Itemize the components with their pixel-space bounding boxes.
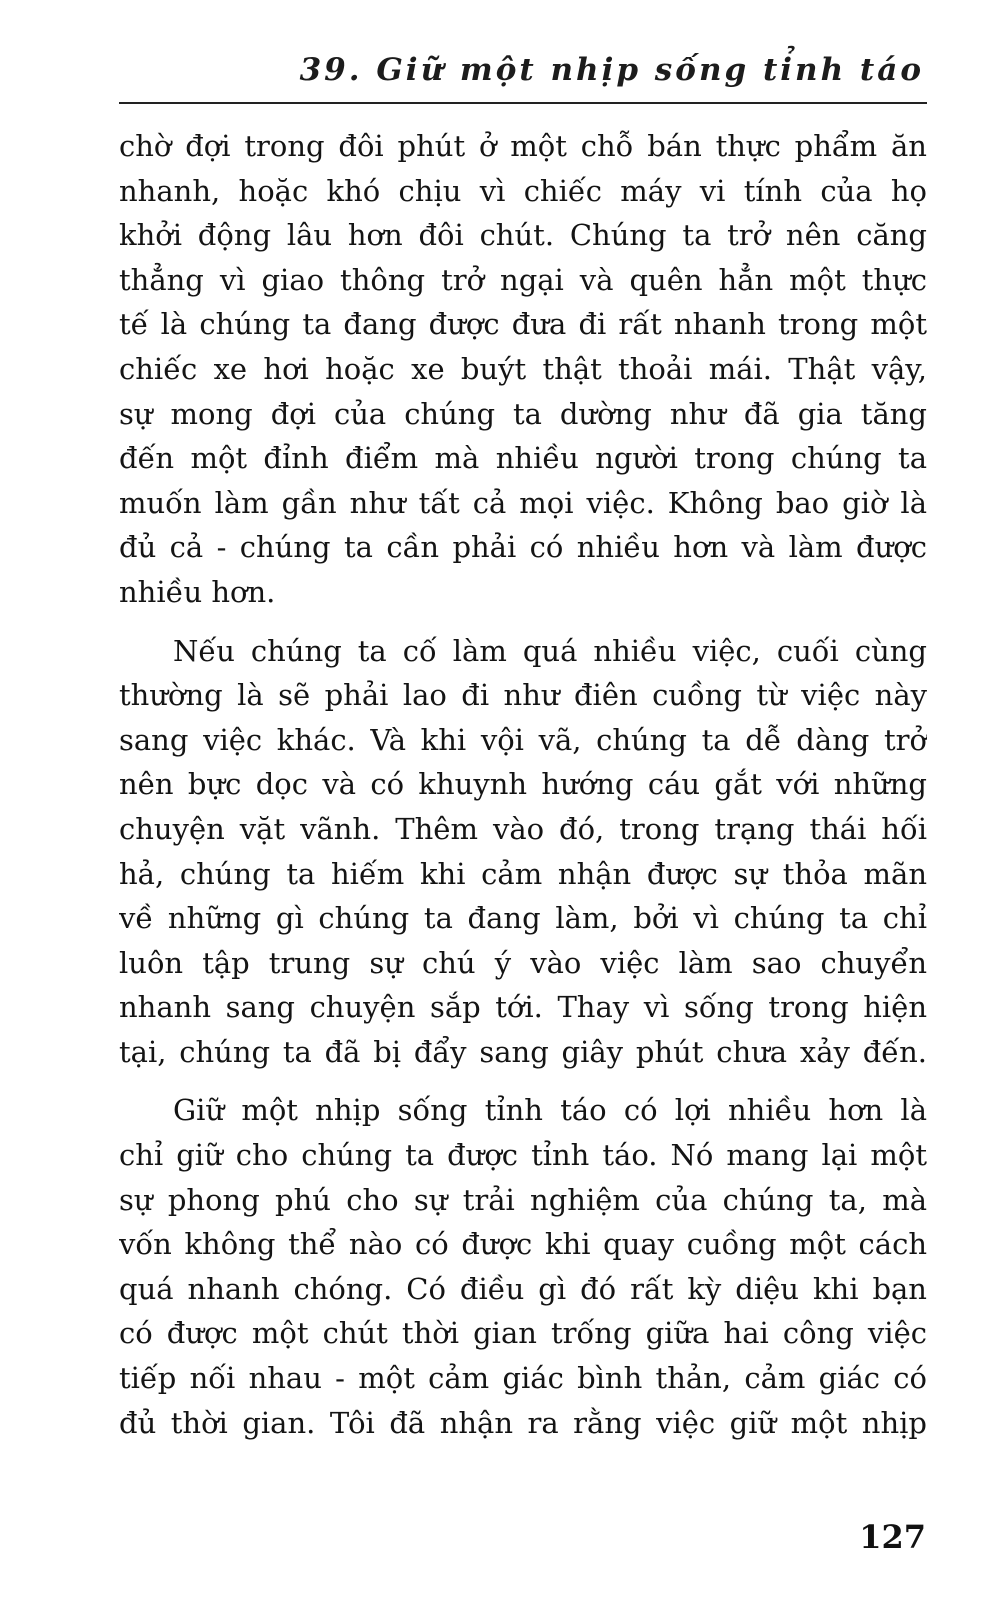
text-line: tại, chúng ta đã bị đẩy sang giây phút chưa xảy đến. bbox=[119, 1034, 927, 1069]
text-line: Nếu chúng ta cố làm quá nhiều việc, cuối cùng bbox=[173, 633, 927, 668]
paragraph-2 bbox=[119, 629, 927, 1075]
text-line: nhiều hơn. bbox=[119, 574, 276, 609]
text-line: chờ đợi trong đôi phút ở một chỗ bán thực phẩm ăn bbox=[119, 129, 927, 163]
header-rule bbox=[119, 102, 927, 104]
text-line: hả, chúng ta hiếm khi cảm nhận được sự thỏa mãn bbox=[119, 856, 927, 891]
text-line: nên bực dọc và có khuynh hướng cáu gắt với những bbox=[119, 767, 927, 802]
text-line: sự mong đợi của chúng ta dường như đã gia tăng bbox=[119, 396, 927, 431]
text-line: khởi động lâu hơn đôi chút. Chúng ta trở nên căng bbox=[119, 218, 927, 253]
text-line: quá nhanh chóng. Có điều gì đó rất kỳ diệu khi bạn bbox=[119, 1271, 927, 1306]
text-line: Giữ một nhịp sống tỉnh táo có lợi nhiều hơn là bbox=[173, 1093, 927, 1128]
text-line: sự phong phú cho sự trải nghiệm của chúng ta, mà bbox=[119, 1182, 927, 1217]
paragraph-3 bbox=[119, 1088, 927, 1445]
text-line: luôn tập trung sự chú ý vào việc làm sao chuyển bbox=[119, 945, 927, 980]
text-line: đủ thời gian. Tôi đã nhận ra rằng việc giữ một nhịp bbox=[119, 1405, 927, 1440]
paragraph-1 bbox=[119, 124, 927, 615]
text-line: tiếp nối nhau - một cảm giác bình thản, cảm giác có bbox=[119, 1361, 927, 1396]
text-line: tế là chúng ta đang được đưa đi rất nhanh trong một bbox=[119, 307, 927, 342]
text-line: đủ cả - chúng ta cần phải có nhiều hơn và làm được bbox=[119, 530, 927, 565]
text-line: có được một chút thời gian trống giữa hai công việc bbox=[119, 1316, 927, 1351]
text-line: thường là sẽ phải lao đi như điên cuồng từ việc này bbox=[119, 678, 927, 713]
text-line: nhanh sang chuyện sắp tới. Thay vì sống trong hiện bbox=[119, 990, 927, 1025]
text-line: nhanh, hoặc khó chịu vì chiếc máy vi tính của họ bbox=[119, 173, 927, 208]
text-line: chiếc xe hơi hoặc xe buýt thật thoải mái. Thật vậy, bbox=[119, 351, 927, 386]
text-line: chuyện vặt vãnh. Thêm vào đó, trong trạng thái hối bbox=[119, 811, 927, 846]
text-line: sang việc khác. Và khi vội vã, chúng ta dễ dàng trở bbox=[119, 722, 927, 757]
text-line: vốn không thể nào có được khi quay cuồng một cách bbox=[119, 1227, 927, 1262]
page-number: 127 bbox=[859, 1518, 926, 1556]
text-line: thẳng vì giao thông trở ngại và quên hẳn một thực bbox=[119, 262, 927, 297]
text-line: đến một đỉnh điểm mà nhiều người trong chúng ta bbox=[119, 441, 927, 476]
text-line: muốn làm gần như tất cả mọi việc. Không bao giờ là bbox=[119, 485, 927, 520]
body-text bbox=[119, 124, 927, 1459]
running-header: 39. Giữ một nhịp sống tỉnh táo bbox=[299, 52, 924, 88]
text-line: về những gì chúng ta đang làm, bởi vì chúng ta chỉ bbox=[119, 901, 927, 936]
text-line: chỉ giữ cho chúng ta được tỉnh táo. Nó mang lại một bbox=[119, 1138, 927, 1173]
